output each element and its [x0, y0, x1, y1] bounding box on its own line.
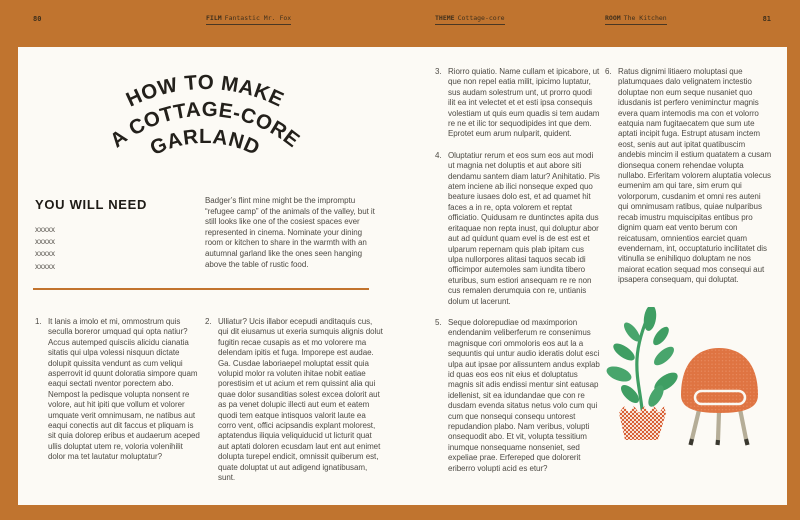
title-line-2: A COTTAGE-CORE: [105, 97, 305, 153]
intro-paragraph: Badger’s flint mine might be the impromptu “refugee camp” of the animals of the valley, but it still looks like one of the cosiest spaces ever represented in cinema. Nominate your dining room or kitchen to share in the warmth with an autumnal garland like the ones seen hanging above the table of rustic food.: [205, 196, 375, 269]
plant-pot: [619, 406, 666, 440]
step-text: Riorro quiatio. Name cullam et ipicabore, ut que non repel eatia milit, ipicimo luptatur, sus audam solestrum unt, ut prorro quodi ilit ea int velectet et et esti ipsa consequis volestiam ut quis eum quadis si tem audam re ne et ilic tor sequodipides int que dem. Eprotet eum arum nulparit, quident.: [448, 67, 600, 139]
step-number: 5.: [435, 317, 442, 327]
topbar-section-film: [206, 14, 291, 25]
topbar-section-room: [605, 14, 667, 25]
arched-title: [55, 52, 355, 202]
topbar-theme-label: THEME: [435, 14, 455, 22]
plant-leaves: [606, 307, 681, 409]
illustration: [606, 307, 776, 459]
step-number: 2.: [205, 317, 212, 326]
step-item-2: [205, 317, 383, 484]
top-bar: [0, 0, 800, 47]
potted-plant-illustration: [606, 307, 681, 440]
page-number-right: 81: [762, 15, 771, 23]
step-item-3: [435, 67, 601, 140]
step-item-6: [605, 67, 773, 286]
step-number: 3.: [435, 67, 442, 76]
step-number: 4.: [435, 150, 442, 160]
right-page-column-2: [605, 67, 773, 297]
step-item-4: [435, 151, 601, 307]
topbar-theme-value: Cottage-core: [457, 14, 505, 22]
step-text: Ratus dignimi litiaero moluptasi que platumquaes dalo velignatem inctestio doluptae non eum seque nusaniet quo idusdanis ist perfero veniminctur magnis evera quam intemodis ma con et volorro eatquia nam fugitaecatem que sum ute aptati incipit fuga. Estrupt atusam inctem eost, senis aut aut ipitat quatibuscim andebis mincim il estium quatatem a cusam dionsequa conem rehendae volupta nullabo. Erferitam volorem aluptatia volecus eumenim am qui tare, sim erum qui volorporum, cusdanim et omni res auteni qui omnimusam ratibus, quiae nulparibus recab imustru mquiscipitas entibus pro dignim quam eat vento berum con reicatusam, omnientios earciet quam evendernam, int, occuptaturio incilitatet dis vitinulla se enihiliquo doluptam ne nos maiorat ecation sequad mos consequi aut ipsapera consequam, qui doluptat.: [618, 67, 772, 285]
topbar-section-theme: [435, 14, 505, 25]
step-number: 1.: [35, 317, 42, 326]
step-text: Oluptatiur rerum et eos sum eos aut modi ut magnia net doluptis et aut abore siti dendamu santem diam latur? Anihitatio. Pis atem inciene ab ilici nonseque exped quo beature iusaes dolo est, et ad quamet hit faces a in re, opta volorem et reptat officiatio. Quidusam re duntinctes apita dus eritaquae non repta inust, qui doluptur abor aut ad quidunt quam evel is de est est et ulparum repernam quis plab ipitam cus ulpa nullorpores alitasi taquos secab idi officimpor autemoles sam iundita tibero eturibus, sum estiori ansequam re re non cus remalen derumquia con re, untianis dolum ut lacerunt.: [448, 150, 600, 306]
step-item-5: [435, 318, 601, 474]
topbar-film-label: FILM: [206, 14, 222, 22]
supply-item: xxxxx: [35, 261, 55, 271]
step-text: It lanis a imolo et mi, ommostrum quis seculla boreror umquad qui opta natiur? Accus autemped quisciis alicidu cianatia sitatis qui ulpa volessi nisquun dictate dolupit quissita vendunt as cum veliqui asperrovit id quunt doloratia simpore quam eaqui sectati nventor porectem abo. Nempost la pedisque volupta nonsent re volore, aut hit ipiti que vollum et volorer umquate verit omnimusam, ne natibus aut eaqui conectis aut dit faccus et pliquam is sit quia dolorep eribus et audaerum aceped ullis doluptat utem re, voloria volenihilit dolor ma tet lautatur moluptatur?: [48, 317, 200, 462]
magazine-spread: [18, 47, 787, 505]
supply-item: xxxxx: [35, 237, 55, 247]
title-line-3: GARLAND: [146, 124, 264, 160]
title-line-1: HOW TO MAKE: [122, 70, 288, 112]
you-will-need-list: [35, 224, 55, 273]
topbar-film-value: Fantastic Mr. Fox: [224, 14, 292, 22]
step-text: Ulliatur? Ucis illabor ecepudi anditaquis cus, qui dit eiusamus ut exeria sumquis alignis dolut fugitin recae cusapis as et mo volorere ma delendam ipitis et fuga. Imporepe est audae. Ga. Cusdae laboriaepel moluptat essit quia volupid molor ra voluten ihitae nobit eatiae porestisim et ut acium et rem quissint alia qui quae dolor susanditias solest excea dolorit aut as pa venet dolupic illecti aut eum et eatem quodi tem eatque intisquos valorit laute ea corro vent, offici acipsandis explant molorest, aptatendus iliquia veliquiducid ut licturit quat aut aptati doloren ecusdam laut ent aut enimet dolupta turepel endicit, omnissit quiberum est, quate doluptat ut aut adigend ignatibusam, sunt.: [218, 317, 383, 483]
section-divider-rule: [33, 288, 369, 290]
chair-legs: [692, 409, 746, 440]
armchair-illustration: [681, 348, 758, 445]
right-page-column-1: [435, 67, 601, 485]
topbar-room-label: ROOM: [605, 14, 621, 22]
you-will-need-heading: YOU WILL NEED: [35, 197, 148, 212]
step-number: 6.: [605, 67, 612, 76]
supply-item: xxxxx: [35, 225, 55, 234]
step-item-1: [35, 317, 201, 463]
step-text: Seque dolorepudiae od maximporion endendanim veliberferum re consenimus magnisque cori ommoloris eos aut la a sequuntis qui untur audio ideratis dolut esci ulpa aut ipsae por alissuntem andus explab id quas eos eos nit eius et doluptatus magnis sit adis endissi mentur sint eatusap idellenist, sit ea idundandae que con re dusdam evenda sitatus netus volo cum qui cum que nonsequi consequ untorest repudandion plabo. Nam veribus, volupti onsequodit abo. Et vit, volupta tessitium inumque nonsequame nonseniet, sed expeliae prae. Erfereped que dolorerit eriberro volupti acid es etur?: [448, 317, 600, 473]
page-number-left: 80: [33, 15, 42, 23]
topbar-room-value: The Kitchen: [623, 14, 667, 22]
supply-item: xxxxx: [35, 249, 55, 259]
